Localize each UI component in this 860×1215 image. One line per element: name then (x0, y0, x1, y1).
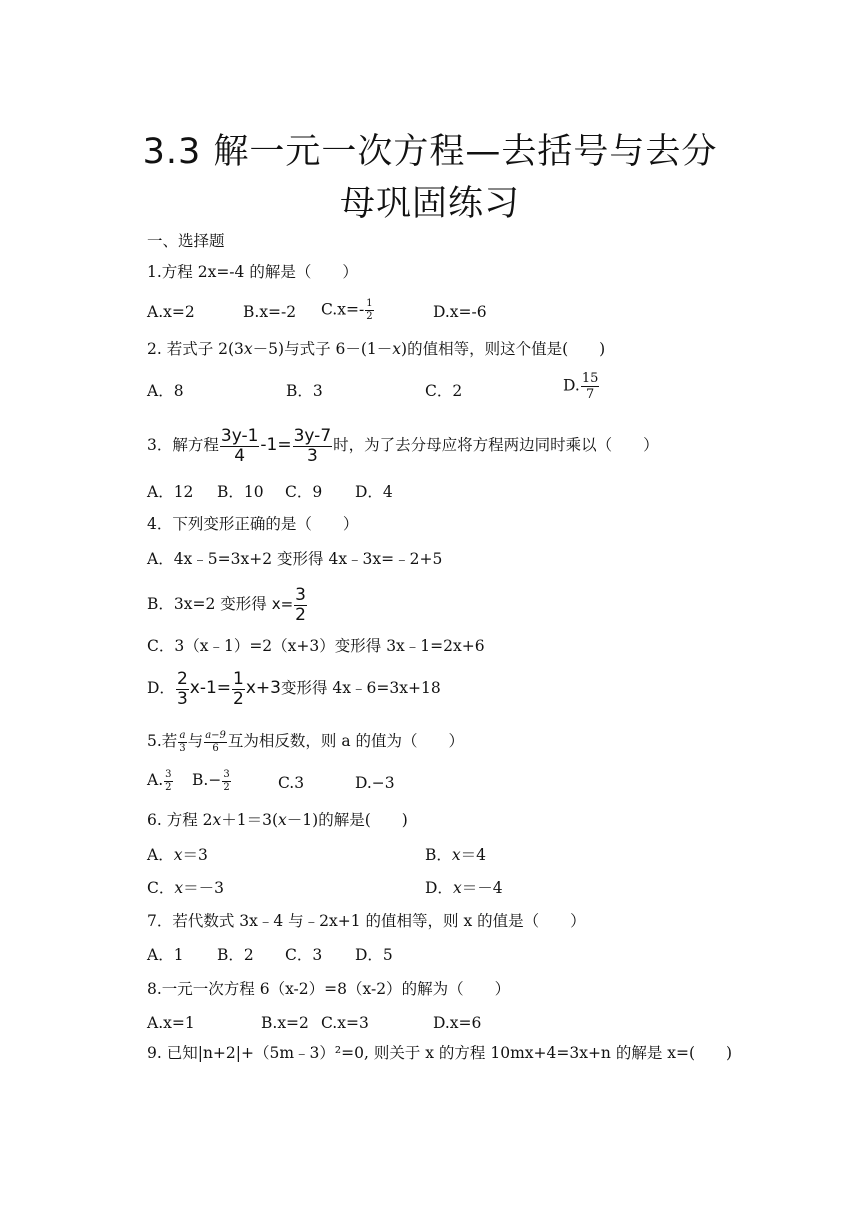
question-2-option-d: D. $\frac{15}{7}$ (563, 371, 599, 402)
question-4-option-c: C．3（x﹣1）=2（x+3）变形得 3x﹣1=2x+6 (147, 637, 485, 655)
question-3-stem: 3．解方程 $\frac{3y-1}{4}$ -1= $\frac{3y-7}{3}$ 时，为了去分母应将方程两边同时乘以（ ） (147, 425, 659, 466)
question-8-option-b: B.x=2 (261, 1014, 309, 1032)
section-heading: 一、选择题 (147, 232, 225, 250)
question-9-stem: 9. 已知|n+2|+（5m﹣3）²=0, 则关于 x 的方程 10mx+4=3x+n 的解是 x=( ) (147, 1044, 733, 1062)
question-5-option-c: C.3 (278, 774, 305, 792)
question-7-option-a: A．1 (147, 946, 184, 964)
question-4-option-a: A．4x﹣5=3x+2 变形得 4x﹣3x=﹣2+5 (147, 550, 443, 568)
question-5-option-a: A. $\frac{3}{2}$ (147, 768, 172, 793)
question-1-option-b: B.x=-2 (243, 303, 297, 321)
question-5-option-b: B.− $\frac{3}{2}$ (192, 768, 230, 793)
question-5-stem: 5.若 $\frac{a}{3}$ 与 $\frac{a-9}{6}$ 互为相反数，则 a 的值为（ ） (147, 729, 464, 754)
question-6-option-b: B．x＝4 (425, 846, 487, 864)
question-7-stem: 7．若代数式 3x﹣4 与﹣2x+1 的值相等，则 x 的值是（ ） (147, 912, 586, 930)
question-7-option-c: C．3 (285, 946, 323, 964)
question-2-option-c: C．2 (425, 382, 463, 400)
question-1-stem: 1.方程 2x=-4 的解是（ ） (147, 263, 358, 281)
question-8-option-c: C.x=3 (321, 1014, 369, 1032)
question-8-option-a: A.x=1 (147, 1014, 195, 1032)
question-3-option-c: C．9 (285, 483, 323, 501)
question-2-stem: 2. 若式子 2(3x－5)与式子 6－(1－x)的值相等，则这个值是( ) (147, 340, 606, 358)
question-6-stem: 6. 方程 2x＋1＝3(x－1)的解是( ) (147, 811, 408, 829)
question-4-option-d: D． $\frac{2}{3}$ x-1= $\frac{1}{2}$ x+3变形得 4x﹣6=3x+18 (147, 668, 441, 709)
question-3-option-b: B．10 (217, 483, 264, 501)
question-2-option-a: A．8 (147, 382, 184, 400)
page-title-line2: 母巩固练习 (339, 184, 520, 224)
page-title-line1: 3.3 解一元一次方程—去括号与去分 (142, 132, 718, 172)
question-4-option-b: B．3x=2 变形得 x= $\frac{3}{2}$ (147, 584, 306, 625)
question-6-option-a: A．x＝3 (147, 846, 208, 864)
question-8-stem: 8.一元一次方程 6（x-2）=8（x-2）的解为（ ） (147, 980, 511, 998)
question-3-option-a: A．12 (147, 483, 194, 501)
question-6-option-d: D．x＝－4 (425, 879, 503, 897)
question-4-stem: 4．下列变形正确的是（ ） (147, 515, 359, 533)
question-2-option-b: B．3 (286, 382, 323, 400)
question-1-option-d: D.x=-6 (433, 303, 487, 321)
question-7-option-b: B．2 (217, 946, 254, 964)
question-7-option-d: D．5 (355, 946, 393, 964)
question-6-option-c: C．x＝－3 (147, 879, 224, 897)
question-1-option-c: C.x=- $\frac{1}{2}$ (321, 298, 373, 322)
question-5-option-d: D.−3 (355, 774, 395, 792)
question-3-option-d: D．4 (355, 483, 393, 501)
question-8-option-d: D.x=6 (433, 1014, 482, 1032)
question-1-option-a: A.x=2 (147, 303, 195, 321)
